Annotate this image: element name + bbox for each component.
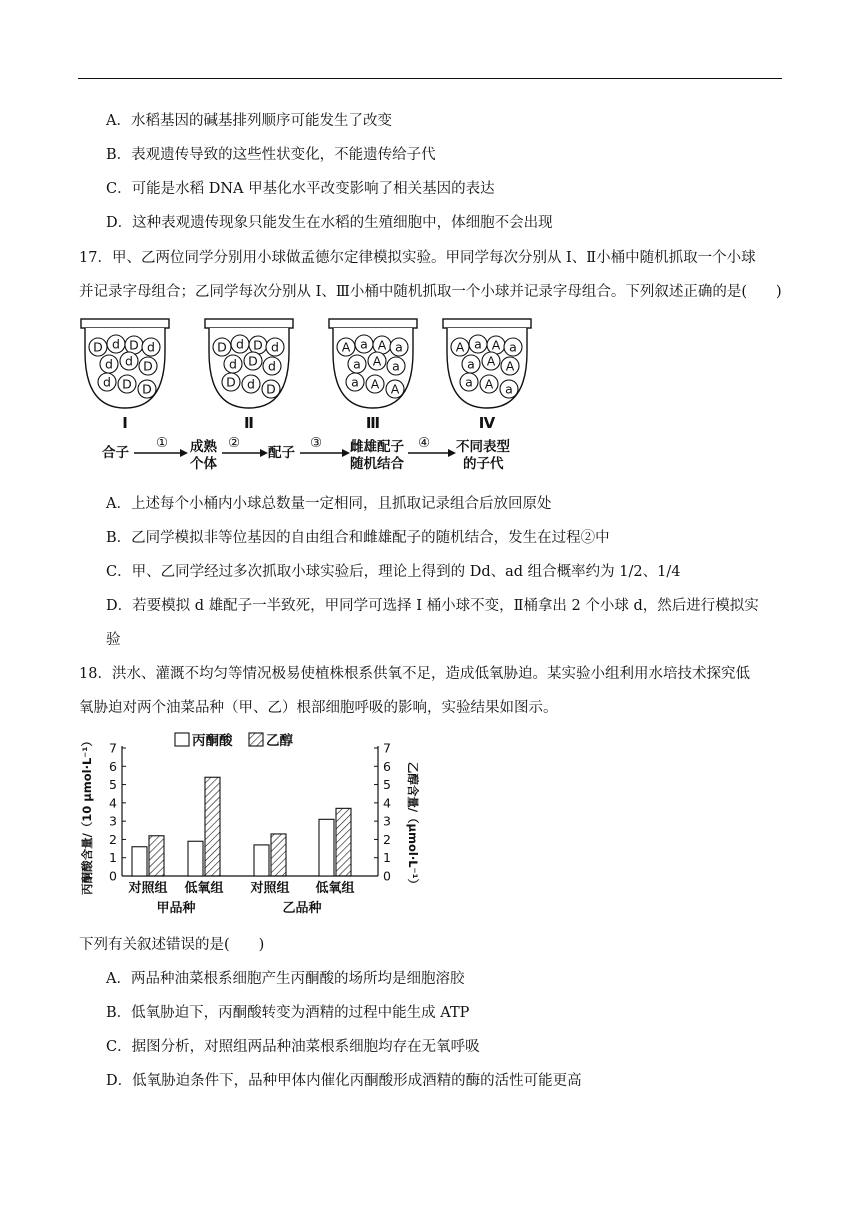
- q18-question: 下列有关叙述错误的是( ): [79, 937, 265, 953]
- x-tick-label: 对照组: [128, 881, 168, 896]
- ball-label: A: [484, 376, 494, 392]
- q16-option-b: B．表观遗传导致的这些性状变化，不能遗传给子代: [106, 147, 436, 163]
- ball-label: d: [268, 358, 276, 374]
- ball-label: a: [351, 374, 359, 390]
- ball-label: a: [505, 381, 513, 397]
- x-group-label: 甲品种: [156, 901, 196, 916]
- ball-label: d: [271, 339, 279, 355]
- ball-label: A: [390, 381, 400, 397]
- ball-label: d: [105, 356, 113, 372]
- y-tick-label-left: 6: [109, 758, 117, 774]
- y-tick-label-left: 3: [109, 813, 117, 829]
- q17-option-c: C．甲、乙同学经过多次抓取小球实验后，理论上得到的 Dd、ad 组合概率约为 1/2、1/4: [106, 564, 681, 580]
- ball-label: A: [341, 339, 351, 355]
- q16-option-d: D．这种表观遗传现象只能发生在水稻的生殖细胞中，体细胞不会出现: [106, 215, 553, 231]
- y-tick-label-right: 5: [383, 777, 391, 793]
- flow-mature-1: 成熟: [190, 439, 217, 455]
- flow-fusion-1: 雌雄配子: [350, 439, 404, 455]
- ball-label: a: [360, 336, 368, 352]
- ball-label: D: [142, 381, 152, 397]
- bucket-label: Ⅲ: [365, 414, 381, 432]
- header-rule: [78, 78, 782, 79]
- ball-label: D: [217, 339, 227, 355]
- bar-ethanol: [336, 808, 351, 876]
- ball-label: d: [125, 353, 133, 369]
- ball-label: A: [491, 337, 501, 353]
- ball-label: D: [266, 381, 276, 397]
- ball-label: a: [395, 339, 403, 355]
- bar-pyruvate: [188, 841, 203, 876]
- ball-label: a: [509, 339, 517, 355]
- bar-ethanol: [205, 777, 220, 876]
- ball-label: d: [229, 356, 237, 372]
- y-tick-label-right: 6: [383, 758, 391, 774]
- q18-option-c: C．据图分析，对照组两品种油菜根系细胞均存在无氧呼吸: [106, 1039, 480, 1055]
- y-tick-label-right: 7: [383, 740, 391, 756]
- ball-label: A: [505, 358, 515, 374]
- flow-offspring-2: 的子代: [463, 456, 504, 472]
- bucket-1: [81, 319, 169, 432]
- y-tick-label-left: 5: [109, 777, 117, 793]
- x-group-label: 乙品种: [282, 901, 322, 916]
- q17-option-b: B．乙同学模拟非等位基因的自由组合和雌雄配子的随机结合，发生在过程②中: [106, 530, 610, 546]
- ball-label: a: [353, 356, 361, 372]
- ball-label: a: [467, 356, 475, 372]
- bar-pyruvate: [132, 847, 147, 876]
- bar-ethanol: [271, 834, 286, 876]
- bucket-rim: [329, 319, 417, 328]
- flow-fusion-2: 随机结合: [350, 456, 404, 472]
- mendel-bucket-diagram: [78, 314, 538, 484]
- ball-label: A: [377, 337, 387, 353]
- ball-label: d: [147, 339, 155, 355]
- ball-label: a: [474, 336, 482, 352]
- bar-pyruvate: [319, 819, 334, 876]
- bucket-rim: [81, 319, 169, 328]
- ball-label: D: [143, 358, 153, 374]
- bucket-label: Ⅰ: [122, 414, 128, 432]
- ball-label: D: [253, 337, 263, 353]
- bucket-2: [205, 319, 293, 432]
- y-tick-label-right: 0: [383, 868, 391, 884]
- y-tick-label-left: 1: [109, 850, 117, 866]
- ball-label: D: [248, 353, 258, 369]
- q17-option-d-cont: 验: [106, 632, 121, 648]
- legend-label-pyruvate: 丙酮酸: [192, 733, 233, 749]
- ball-label: D: [93, 339, 103, 355]
- ball-label: A: [455, 339, 465, 355]
- q18-option-d: D．低氧胁迫条件下，品种甲体内催化丙酮酸形成酒精的酶的活性可能更高: [106, 1073, 582, 1089]
- flow-zygote: 合子: [102, 445, 129, 461]
- ball-label: D: [226, 374, 236, 390]
- legend-swatch-ethanol: [249, 733, 263, 746]
- chart-legend: [175, 732, 293, 749]
- bucket-label: Ⅱ: [244, 414, 254, 432]
- bar-chart: [78, 726, 428, 926]
- q16-option-a: A．水稻基因的碱基排列顺序可能发生了改变: [106, 113, 392, 129]
- bar-ethanol: [149, 836, 164, 876]
- bucket-3: [329, 319, 417, 432]
- bucket-4: [443, 319, 531, 432]
- y-tick-label-left: 0: [109, 868, 117, 884]
- q17-stem-line1: 17．甲、乙两位同学分别用小球做孟德尔定律模拟实验。甲同学每次分别从 I、Ⅱ小桶中随机抓取一个小球: [79, 250, 756, 266]
- y-axis-label-right: 乙醇含量/（μmol·L⁻¹）: [406, 761, 420, 891]
- flow-gamete: 配子: [268, 445, 295, 461]
- ball-label: d: [236, 336, 244, 352]
- q18-option-b: B．低氧胁迫下，丙酮酸转变为酒精的过程中能生成 ATP: [106, 1005, 470, 1021]
- bucket-label: Ⅳ: [478, 414, 496, 432]
- flow-mature-2: 个体: [190, 456, 217, 472]
- legend-label-ethanol: 乙醇: [266, 733, 293, 749]
- y-tick-label-left: 2: [109, 831, 117, 847]
- y-tick-label-right: 2: [383, 831, 391, 847]
- ball-label: d: [103, 374, 111, 390]
- q17-option-d: D．若要模拟 d 雄配子一半致死，甲同学可选择 I 桶小球不变，Ⅱ桶拿出 2 个小球 d，然后进行模拟实: [106, 598, 759, 614]
- ball-label: a: [465, 374, 473, 390]
- flow-offspring-1: 不同表型: [456, 439, 510, 455]
- x-tick-label: 低氧组: [315, 881, 355, 896]
- bucket-rim: [205, 319, 293, 328]
- ball-label: d: [247, 376, 255, 392]
- y-tick-label-right: 1: [383, 850, 391, 866]
- y-tick-label-right: 3: [383, 813, 391, 829]
- bucket-rim: [443, 319, 531, 328]
- flow-step-3: ③: [310, 435, 323, 451]
- y-tick-label-left: 7: [109, 740, 117, 756]
- ball-label: A: [370, 376, 380, 392]
- q17-option-a: A．上述每个小桶内小球总数量一定相同，且抓取记录组合后放回原处: [106, 496, 552, 512]
- ball-label: D: [129, 337, 139, 353]
- flow-step-2: ②: [228, 435, 241, 451]
- y-axis-label-left: 丙酮酸含量/（10 μmol·L⁻¹）: [80, 735, 94, 895]
- q17-stem-line2: 并记录字母组合；乙同学每次分别从 I、Ⅲ小桶中随机抓取一个小球并记录字母组合。下列叙述正确的是( ): [79, 284, 782, 300]
- ball-label: A: [486, 353, 496, 369]
- process-flow: [102, 435, 510, 472]
- q18-stem-line1: 18．洪水、灌溉不均匀等情况极易使植株根系供氧不足，造成低氧胁迫。某实验小组利用水培技术探究低: [79, 666, 750, 682]
- q18-option-a: A．两品种油菜根系细胞产生丙酮酸的场所均是细胞溶胶: [106, 971, 465, 987]
- bar-pyruvate: [254, 845, 269, 876]
- legend-swatch-pyruvate: [175, 733, 189, 746]
- flow-step-1: ①: [156, 435, 169, 451]
- y-tick-label-left: 4: [109, 795, 117, 811]
- flow-step-4: ④: [418, 435, 431, 451]
- ball-label: d: [112, 336, 120, 352]
- ball-label: D: [122, 376, 132, 392]
- y-tick-label-right: 4: [383, 795, 391, 811]
- q18-stem-line2: 氧胁迫对两个油菜品种（甲、乙）根部细胞呼吸的影响，实验结果如图示。: [79, 700, 558, 716]
- x-tick-label: 低氧组: [184, 881, 224, 896]
- x-tick-label: 对照组: [250, 881, 290, 896]
- q16-option-c: C．可能是水稻 DNA 甲基化水平改变影响了相关基因的表达: [106, 181, 495, 197]
- ball-label: A: [372, 353, 382, 369]
- ball-label: a: [392, 358, 400, 374]
